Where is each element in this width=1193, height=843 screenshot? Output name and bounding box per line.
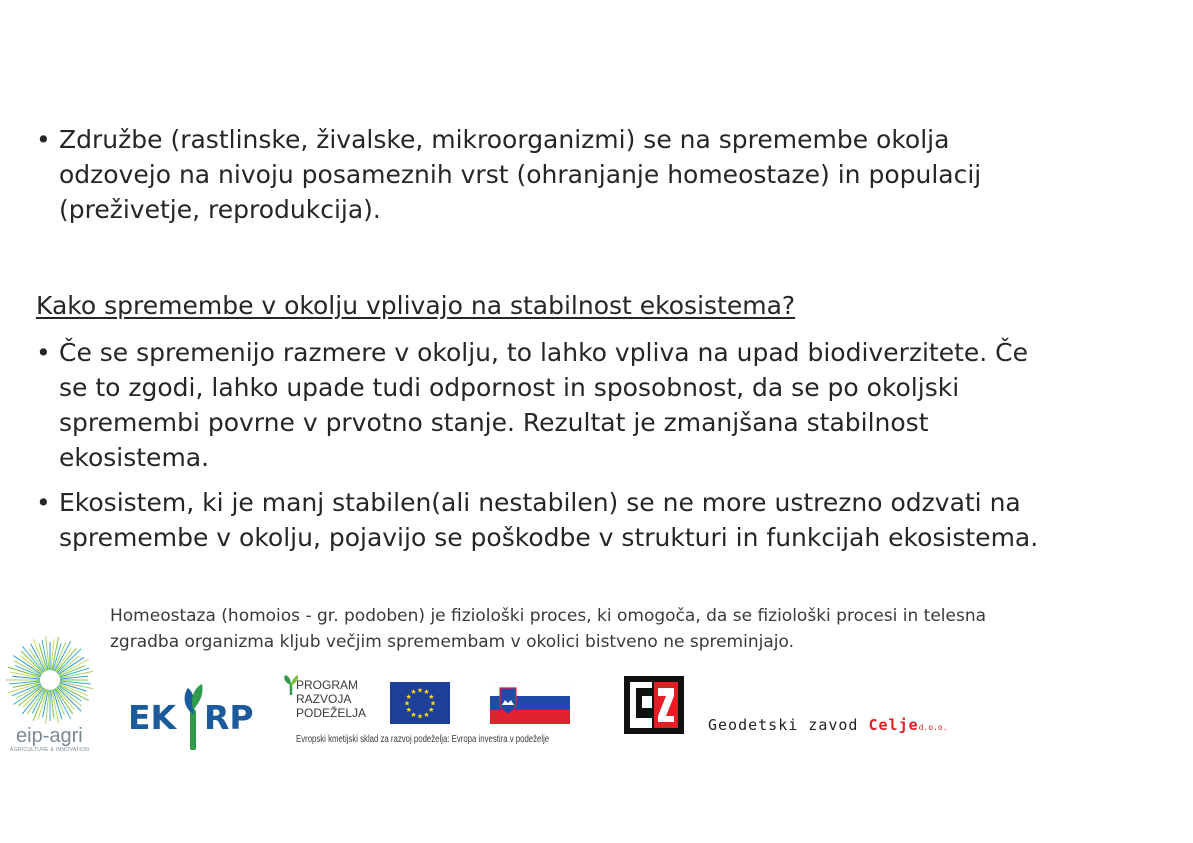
bullet-text: Če se spremenijo razmere v okolju, to lahko vpliva na upad biodiverzitete. Če se to zgodi, lahko upade tudi odpornost in sposobnost, da se po okoljski spremembi povrne v prvotno stanje. Rezultat je zmanjšana stabilnost ekosistema. bbox=[59, 338, 1029, 472]
svg-text:★: ★ bbox=[405, 706, 412, 714]
svg-text:★: ★ bbox=[405, 693, 412, 701]
eip-agri-logo bbox=[4, 634, 96, 756]
eip-agri-name: eip-agri bbox=[16, 725, 83, 747]
eu-flag-icon bbox=[390, 682, 450, 724]
bullet-item bbox=[36, 485, 1038, 555]
gz-mark-icon bbox=[624, 676, 684, 734]
gz-company-name bbox=[708, 716, 948, 737]
svg-text:★: ★ bbox=[410, 688, 417, 697]
prp-caption: Evropski kmetijski sklad za razvoj podeželja: Evropa investira v podeželje bbox=[296, 734, 550, 745]
svg-text:★: ★ bbox=[403, 699, 411, 708]
prp-logo-group bbox=[280, 672, 580, 752]
prp-title bbox=[296, 678, 366, 720]
svg-text:★: ★ bbox=[410, 710, 417, 719]
svg-text:★: ★ bbox=[423, 710, 430, 719]
prp-line-1: PROGRAM bbox=[296, 678, 359, 692]
gz-name-accent: Celje bbox=[868, 716, 919, 734]
prp-line-3: PODEŽELJA bbox=[296, 706, 367, 720]
logo-strip bbox=[0, 630, 1193, 770]
section-heading: Kako spremembe v okolju vplivajo na stabilnost ekosistema? bbox=[36, 291, 796, 320]
bullet-marker: • bbox=[36, 488, 51, 517]
bullet-marker: • bbox=[36, 338, 51, 367]
bullet-marker: • bbox=[36, 125, 51, 154]
svg-text:★: ★ bbox=[429, 699, 437, 708]
ekrp-text-left: EK bbox=[128, 698, 177, 737]
eip-agri-burst-icon bbox=[4, 634, 96, 726]
bullet-item bbox=[36, 335, 1028, 475]
ekrp-text-right: RP bbox=[204, 698, 254, 737]
bullet-text: Združbe (rastlinske, živalske, mikroorganizmi) se na spremembe okolja odzovejo na nivoju posameznih vrst (ohranjanje homeostaze) in populacij (preživetje, reprodukcija). bbox=[59, 125, 982, 224]
svg-text:★: ★ bbox=[416, 712, 424, 721]
prp-line-2: RAZVOJA bbox=[296, 692, 352, 706]
gz-name-suffix: d.o.o. bbox=[918, 723, 948, 732]
bullet-item bbox=[36, 122, 981, 227]
bullet-text: Ekosistem, ki je manj stabilen(ali nestabilen) se ne more ustrezno odzvati na spremembe v okolju, pojavijo se poškodbe v strukturi in funkcijah ekosistema. bbox=[59, 488, 1039, 552]
gz-name-main: Geodetski zavod bbox=[708, 716, 869, 734]
svg-text:★: ★ bbox=[428, 706, 435, 714]
homeostasis-note: Homeostaza (homoios - gr. podoben) je fiziološki proces, ki omogoča, da se fiziološki procesi in telesna zgradba organizma kljub večjim spremembam v okolici bistveno ne spreminjajo. bbox=[110, 606, 987, 652]
svg-text:★: ★ bbox=[416, 686, 424, 695]
eip-agri-tagline: AGRICULTURE & INNOVATION bbox=[10, 747, 90, 753]
svg-text:★: ★ bbox=[428, 693, 435, 701]
ekrp-sprout-icon bbox=[180, 678, 206, 750]
svg-text:★: ★ bbox=[423, 688, 430, 697]
ekrp-logo bbox=[128, 678, 252, 750]
slovenia-flag-icon bbox=[490, 682, 570, 724]
